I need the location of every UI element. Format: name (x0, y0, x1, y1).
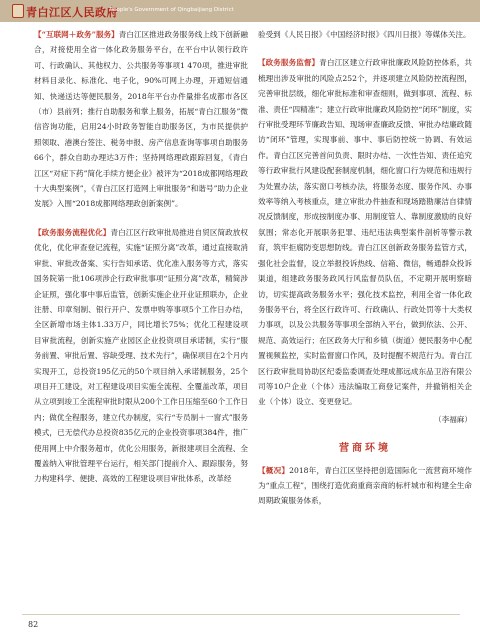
header-title-en: People's Government of Qingbaijiang District (110, 7, 234, 13)
paragraph-overview (258, 463, 472, 509)
paragraph-text: 2018年，青白江区坚持把创造国际化一流营商环境作为“重点工程”，围绕打造优商重商亲商的标杆城市和构建全生命周期政策服务体系， (258, 465, 473, 506)
section-tag: 【概况】 (258, 465, 290, 475)
paragraph-text: 青白江区建立行政审批廉政风险防控体系，共梳理出涉及审批的风险点252个，并逐项建立风险防控流程图，完善审批层级，细化审批标准和审查细则，做到事项、流程、标准、责任“四精准”；建立行政审批廉政风险防控“闭环”制度，实行审批受理环节廉政告知、现场审查廉政反馈、审批办结廉政随访“闭环”管理，实现事前、事中、事后防控统一协调、有效运作。青白江区完善首问负责、限时办结、一次性告知、责任追究等行政审批行风建设配套制度机制，细化窗口行为规范和违规行为处置办法，落实窗口考核办法，将服务态度、服务作风、办事效率等纳入考核重点，建立审批办件抽查和现场踏勘廉洁自律情况反馈制度，形成按制度办事、用制度管人、靠制度激励的良好氛围；常态化开展职务犯罪、违纪违法典型案件剖析等警示教育，筑牢拒腐防变思想防线。青白江区创新政务服务监管方式，强化社会监督，设立举报投诉热线、信箱、微信，畅通群众投诉渠道，组建政务服务政风行风监督员队伍，不定期开展明察暗访，切实提高政务服务水平；强化技术监控，利用全省一体化政务服务平台，将全区行政许可、行政确认、行政处罚等十大类权力事项，以及公共服务等事项全部纳入平台，做到依法、公开、规范、高效运行；在区政务大厅和乡镇（街道）便民服务中心配置视频监控，实时监督窗口作风，及时提醒不规范行为。青白江区行政审批局协助区纪委监委调查处理成都远成东品卫浴有限公司等10户企业（个体）违法编取工商登记案件，并撤销相关企业（个体）设立、变更登记。 (258, 58, 473, 407)
section-heading: 营商环境 (339, 443, 391, 455)
paragraph-text: 青白江区推进政务服务线上线下创新融合，对接使用全省一体化政务服务平台，在平台中认领行政许可、行政确认、其他权力、公共服务等事项1 470项，推进审批材料目录化、标准化、电子化，90%可网上办理，开通短信通知、快递送达等便民服务，2018年平台办件量排名成都市各区（市）县前列；推行自助服务和掌上服务，拓展“青白江服务”微信咨询功能，启用24小时政务智能自助服务区，为市民提供护照领取、港澳台签注、税务申报、房产信息查询等事项自助服务66个，群众自助办理达3万件；坚持网络理政跟踪回复，《青白江区“对症下药”简化手续方便企业》被评为“2018成都网络理政十大典型案例”，《青白江区打造网上审批服务“和谐号”助力企业发展》入围“2018成都网络理政创新案例”。 (34, 30, 248, 209)
author-signature: （李福麻） (434, 414, 472, 424)
page-header (0, 0, 480, 22)
section-tag: 【政务服务监督】 (258, 58, 320, 68)
page-number: 82 (28, 620, 39, 629)
paragraph-service-supervision (258, 55, 472, 409)
header-title-cn: 青白江区人民政府 (26, 6, 118, 19)
paragraph-internet-gov-service (34, 27, 248, 212)
section-tag: 【政务服务流程优化】 (34, 227, 111, 237)
government-emblem-icon (12, 4, 24, 18)
paragraph-process-optimization (34, 225, 248, 487)
right-column (258, 27, 472, 509)
footer-divider (22, 614, 460, 615)
paragraph-text: 青白江区行政审批局推进自贸区简政放权优化，优化审查登记流程，实施“证照分离”改革，通过直接取消审批、审批改备案、实行告知承诺、优化准入服务等方式，落实国务院第一批106项涉企行政审批事项“证照分离”改革，精简涉企证照，强化事中事后监管，创新实施企业开业证照联办，企业注册、印章刻制、银行开户、发票申购等事项5个工作日办结，全区新增市场主体1.33万户，同比增长75%；优化工程建设项目审批流程，创新实施产业园区企业投资项目承诺制，实行“服务前置、审批后置、容缺受理、技术先行”，确保项目在2个月内实现开工，总投资195亿元的50个项目纳入承诺制服务，25个项目开工建设，对工程建设项目实施全流程、全覆盖改革，项目从立项到竣工全流程审批时限从200个工作日压缩至60个工作日内；做优全程服务，建立代办制度，实行“专员制＋一窗式”服务模式，已无偿代办总投资835亿元的企业投资事项384件，推广使用网上中介服务超市，优化公用服务，新报建项目全流程、全覆盖纳入审批管理平台运行，相关部门提前介入、跟踪服务，努力构建科学、便捷、高效的工程建设项目审批体系，改革经 (34, 227, 249, 484)
left-column (34, 27, 248, 487)
paragraph-continued: 验受到《人民日报》《中国经济时报》《四川日报》等媒体关注。 (258, 30, 471, 39)
section-tag: 【“互联网＋政务”服务】 (34, 30, 119, 39)
